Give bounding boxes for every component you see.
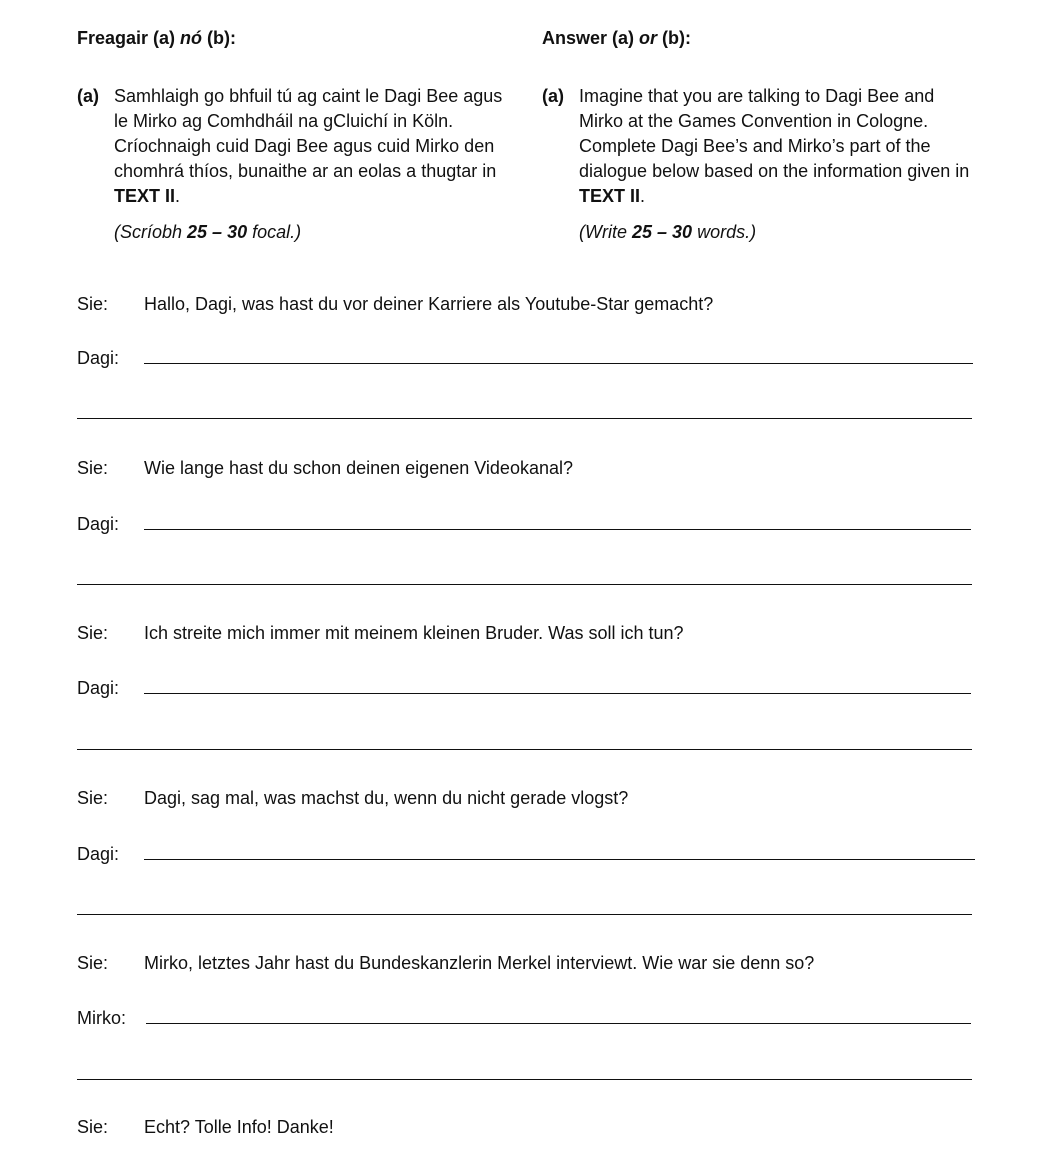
english-question-text: Imagine that you are talking to Dagi Bee and Mirko at the Games Convention in Cologne. Complete Dagi Bee’s and Mirko’s part of the dialogue below based on the information given in TEXT II.: [579, 86, 970, 206]
speaker-label: Sie:: [77, 623, 109, 643]
dialogue-text: Dagi, sag mal, was machst du, wenn du nicht gerade vlogst?: [144, 788, 629, 808]
speaker-label: Sie:: [77, 1117, 109, 1137]
dialogue-line: [77, 292, 713, 316]
irish-instructions: [77, 26, 517, 245]
dialogue-text: Hallo, Dagi, was hast du vor deiner Karriere als Youtube-Star gemacht?: [144, 294, 714, 314]
speaker-label: Dagi:: [77, 514, 120, 534]
answer-line: [77, 842, 975, 866]
speaker-label: Sie:: [77, 953, 109, 973]
answer-blank[interactable]: [144, 858, 975, 860]
speaker-label: Dagi:: [77, 678, 120, 698]
speaker-label: Dagi:: [77, 844, 120, 864]
answer-blank[interactable]: [144, 692, 971, 694]
speaker-label: Dagi:: [77, 348, 120, 368]
answer-blank-continuation[interactable]: [77, 584, 972, 585]
speaker-label: Sie:: [77, 458, 109, 478]
answer-line: [77, 1006, 971, 1030]
irish-question-text: Samhlaigh go bhfuil tú ag caint le Dagi Bee agus le Mirko ag Comhdháil na gCluichí in Köln. Críochnaigh cuid Dagi Bee agus cuid Mirko den chomhrá thíos, bunaithe ar an eolas a thugtar in TEXT II.: [114, 86, 503, 206]
answer-blank-continuation[interactable]: [77, 749, 972, 750]
dialogue-text: Ich streite mich immer mit meinem kleinen Bruder. Was soll ich tun?: [144, 623, 684, 643]
dialogue-text: Wie lange hast du schon deinen eigenen Videokanal?: [144, 458, 573, 478]
speaker-label: Sie:: [77, 788, 109, 808]
dialogue-text: Mirko, letztes Jahr hast du Bundeskanzlerin Merkel interviewt. Wie war sie denn so?: [144, 953, 815, 973]
answer-line: [77, 676, 971, 700]
answer-blank-continuation[interactable]: [77, 1079, 972, 1080]
irish-heading: Freagair (a) nó (b):: [77, 28, 237, 48]
english-heading: Answer (a) or (b):: [542, 28, 692, 48]
dialogue-text: Echt? Tolle Info! Danke!: [144, 1117, 334, 1137]
irish-question: [77, 84, 517, 209]
dialogue-line: [77, 1115, 334, 1139]
dialogue-line: [77, 786, 628, 810]
english-question: [542, 84, 982, 209]
english-word-count-note: (Write 25 – 30 words.): [579, 222, 757, 242]
answer-blank[interactable]: [144, 362, 973, 364]
irish-word-count-note: (Scríobh 25 – 30 focal.): [114, 222, 302, 242]
answer-blank-continuation[interactable]: [77, 418, 972, 419]
speaker-label: Sie:: [77, 294, 109, 314]
answer-blank-continuation[interactable]: [77, 914, 972, 915]
answer-line: [77, 346, 973, 370]
answer-blank[interactable]: [146, 1022, 971, 1024]
dialogue-line: [77, 951, 814, 975]
dialogue-line: [77, 456, 573, 480]
english-item-label: (a): [542, 86, 564, 106]
english-instructions: [542, 26, 982, 245]
speaker-label: Mirko:: [77, 1008, 126, 1028]
answer-line: [77, 512, 971, 536]
irish-item-label: (a): [77, 86, 99, 106]
dialogue-line: [77, 621, 684, 645]
answer-blank[interactable]: [144, 528, 971, 530]
